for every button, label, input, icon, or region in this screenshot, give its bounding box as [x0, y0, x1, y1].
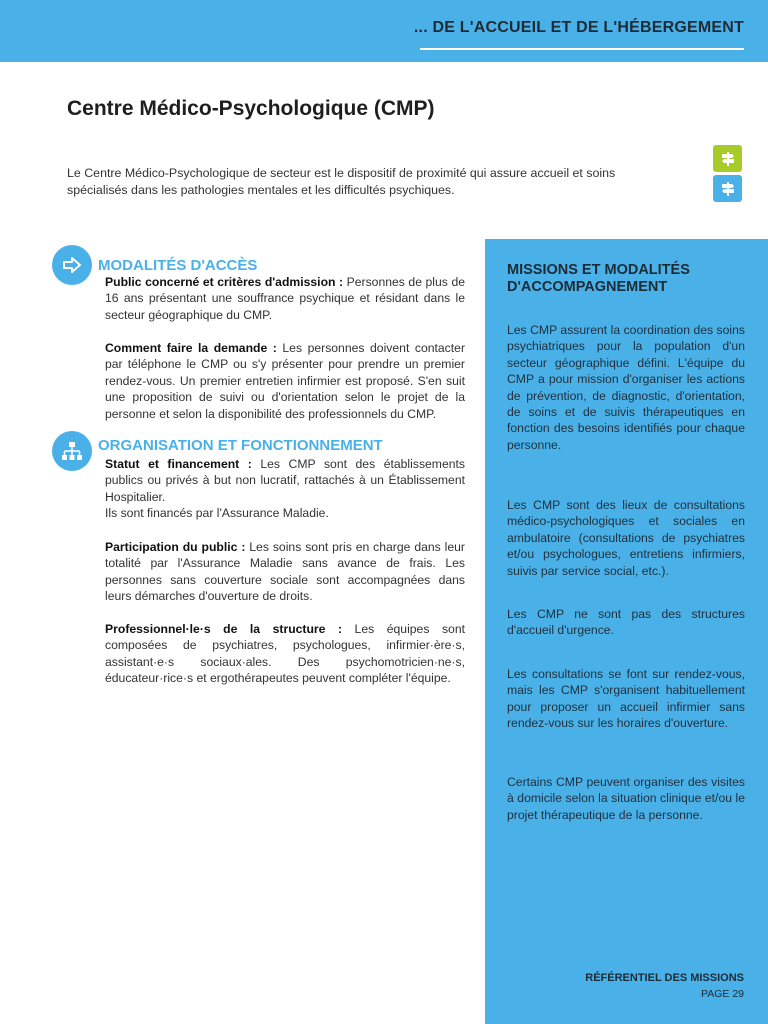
admission-text: Personnes de plus de 16 ans présentant une souffrance psychique et résidant dans le secteur géographique du CMP.: [105, 275, 465, 322]
header-bar: [0, 0, 768, 62]
direction-arrow-icon: [52, 245, 92, 285]
access-admission-paragraph: [105, 274, 465, 323]
status-text: Les CMP sont des établissements publics ou privés à but non lucratif, rattachés à un Établissement Hospitalier.: [105, 457, 465, 504]
request-label: Comment faire la demande :: [105, 341, 277, 355]
signpost-icon: [713, 175, 742, 202]
participation-text: Les soins sont pris en charge dans leur totalité par l'Assurance Maladie sans avance de frais. Les personnes sans couverture sociale sont accompagnées dans leurs démarches d'ouverture de droits.: [105, 540, 465, 604]
admission-label: Public concerné et critères d'admission :: [105, 275, 344, 289]
org-chart-icon: [52, 431, 92, 471]
organisation-heading: ORGANISATION ET FONCTIONNEMENT: [98, 437, 383, 454]
missions-paragraph: Les CMP assurent la coordination des soins psychiatriques pour la population d'un secteur géographique défini. L'équipe du CMP a pour mission d'organiser les actions de prévention, de diagnostic, d'orientation, de soins et de suivis thérapeutiques en fonction des besoins identifiés pour chaque personne.: [507, 323, 745, 452]
page-title: Centre Médico-Psychologique (CMP): [67, 97, 435, 120]
staff-paragraph: [105, 621, 465, 687]
missions-paragraph: Certains CMP peuvent organiser des visites à domicile selon la situation clinique et/ou le projet thérapeutique de la personne.: [507, 775, 745, 822]
header-title: ... DE L'ACCUEIL ET DE L'HÉBERGEMENT: [413, 19, 744, 36]
status-paragraph: [105, 456, 465, 522]
status-label: Statut et financement :: [105, 457, 252, 471]
missions-paragraph: Les CMP sont des lieux de consultations médico-psychologiques et sociales en ambulatoire (consultations de psychiatres et/ou psychologues, entretiens infirmiers, suivis par service social, etc.).: [507, 498, 745, 578]
signpost-icon: [713, 145, 742, 172]
access-heading: MODALITÉS D'ACCÈS: [98, 257, 258, 274]
footer-title: RÉFÉRENTIEL DES MISSIONS: [585, 972, 744, 984]
missions-paragraph: Les consultations se font sur rendez-vous, mais les CMP s'organisent habituellement pour proposer un accueil infirmier sans rendez-vous sur les horaires d'ouverture.: [507, 667, 745, 731]
page-number: PAGE 29: [701, 988, 744, 1000]
request-text: Les personnes doivent contacter par téléphone le CMP ou s'y présenter pour prendre un premier rendez-vous. Un premier entretien infirmier est proposé. S'en suit une proposition de suivi ou d'orientation selon le projet de la personne et selon la disponibilité des professionnels du CMP.: [105, 341, 466, 421]
access-request-paragraph: [105, 340, 465, 422]
missions-title: MISSIONS ET MODALITÉS D'ACCOMPAGNEMENT: [507, 262, 690, 295]
missions-panel: [485, 239, 768, 1024]
intro-text: Le Centre Médico-Psychologique de secteur est le dispositif de proximité qui assure accueil et soins spécialisés dans les pathologies mentales et les difficultés psychiques.: [67, 166, 616, 197]
staff-label: Professionnel·le·s de la structure :: [105, 622, 343, 636]
participation-label: Participation du public :: [105, 540, 246, 554]
header-rule: [420, 48, 744, 50]
financing-text: Ils sont financés par l'Assurance Maladie.: [105, 506, 329, 521]
staff-text: Les équipes sont composées de psychiatres, psychologues, infirmier·ère·s, assistant·e·s sociaux·ales. Des psychomotricien·ne·s, éducateur·rice·s et ergothérapeutes peuvent compléter l'équipe.: [105, 622, 465, 686]
participation-paragraph: [105, 539, 465, 605]
missions-paragraph: Les CMP ne sont pas des structures d'accueil d'urgence.: [507, 607, 745, 638]
